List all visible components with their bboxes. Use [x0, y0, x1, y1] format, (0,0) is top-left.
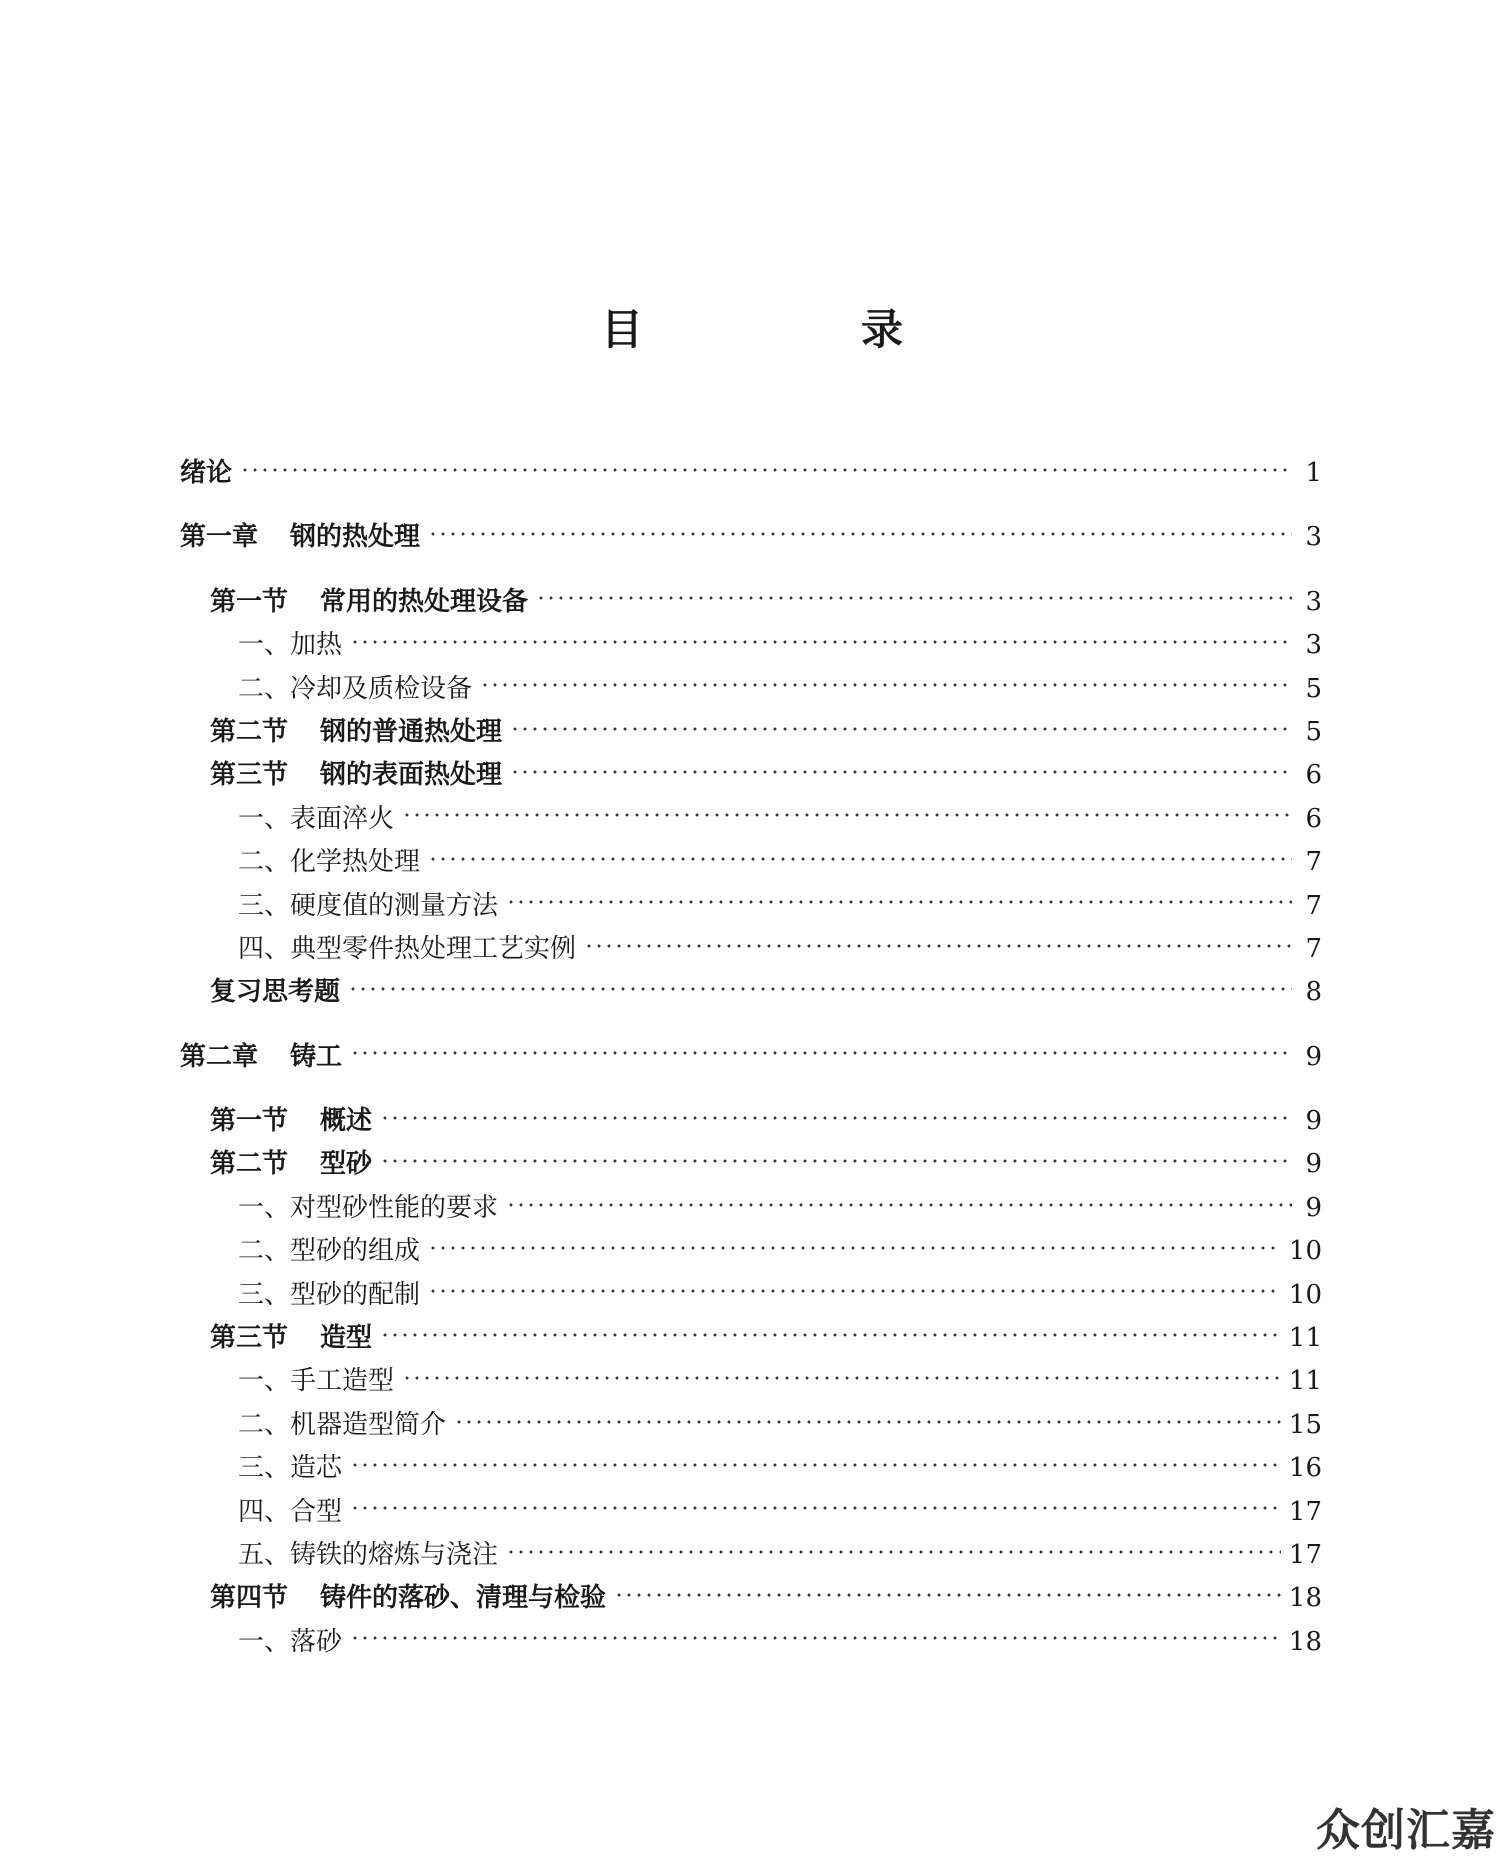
toc-entry-item[interactable] [180, 1447, 1322, 1490]
toc-entry-label [180, 452, 232, 495]
toc-entry-item[interactable] [180, 668, 1322, 711]
toc-entry-number: 一、落砂 [238, 1626, 343, 1657]
dot-leader [350, 1463, 1281, 1467]
toc-entry-number: 三、造芯 [238, 1453, 343, 1484]
toc-entry-title: 造型 [320, 1323, 373, 1354]
page-title: 目 录 [600, 305, 991, 354]
toc-page-number: 1 [1305, 458, 1322, 488]
toc-entry-number: 第一章 [180, 522, 259, 553]
toc-page-number: 6 [1305, 803, 1322, 834]
toc-entry-number: 四、合型 [238, 1496, 343, 1527]
toc-entry-label [238, 624, 342, 667]
toc-entry-item[interactable] [180, 1491, 1322, 1534]
toc-page-number: 15 [1288, 1409, 1322, 1440]
toc-entry-item[interactable] [180, 1187, 1322, 1230]
dot-leader [380, 1116, 1292, 1120]
table-of-contents [180, 452, 1322, 1664]
toc-entry-label [238, 1491, 342, 1534]
dot-leader [506, 1203, 1292, 1207]
toc-entry-section[interactable] [180, 581, 1322, 624]
toc-page-number: 7 [1305, 847, 1322, 878]
toc-entry-item[interactable] [180, 841, 1322, 884]
toc-entry-number: 第三节 [210, 1323, 289, 1354]
toc-entry-item[interactable] [180, 928, 1322, 971]
dot-leader [428, 1289, 1281, 1293]
toc-entry-label [210, 581, 528, 624]
toc-entry-label [238, 1274, 420, 1317]
toc-entry-label [238, 1621, 342, 1664]
toc-entry-item[interactable] [180, 1274, 1322, 1317]
toc-page-number: 5 [1305, 716, 1322, 747]
toc-entry-section[interactable] [180, 1143, 1322, 1186]
toc-entry-number: 第二章 [180, 1041, 259, 1072]
dot-leader [510, 727, 1292, 731]
toc-entry-label [238, 1230, 420, 1273]
dot-leader [350, 640, 1292, 644]
toc-entry-number: 一、手工造型 [238, 1366, 395, 1397]
toc-entry-item[interactable] [180, 1621, 1322, 1664]
toc-entry-section[interactable] [180, 1317, 1322, 1360]
toc-entry-number: 第二节 [210, 1149, 289, 1180]
toc-page-number: 18 [1288, 1583, 1322, 1614]
toc-entry-label [238, 885, 498, 928]
dot-leader [350, 1506, 1281, 1510]
dot-leader [380, 1333, 1281, 1337]
dot-leader [240, 468, 1292, 472]
toc-entry-label [238, 798, 394, 841]
toc-entry-title: 铸工 [290, 1041, 343, 1072]
toc-entry-number: 一、表面淬火 [238, 803, 395, 834]
dot-leader [402, 813, 1292, 817]
toc-entry-label [238, 1447, 342, 1490]
dot-leader [506, 900, 1292, 904]
toc-entry-number: 五、铸铁的熔炼与浇注 [238, 1539, 499, 1570]
dot-leader [428, 1246, 1281, 1250]
toc-entry-number: 三、型砂的配制 [238, 1279, 421, 1310]
toc-entry-number: 第四节 [210, 1583, 289, 1614]
dot-leader [428, 532, 1292, 536]
toc-entry-label [210, 1143, 372, 1186]
toc-page-number: 3 [1305, 586, 1322, 617]
toc-entry-number: 一、加热 [238, 630, 343, 661]
toc-page-number: 9 [1305, 1192, 1322, 1223]
toc-page-number: 5 [1305, 673, 1322, 704]
toc-entry-item[interactable] [180, 798, 1322, 841]
toc-entry-label [238, 928, 576, 971]
toc-page-number: 10 [1288, 1236, 1322, 1267]
toc-entry-number: 二、机器造型简介 [238, 1409, 447, 1440]
toc-entry-item[interactable] [180, 1230, 1322, 1273]
dot-leader [428, 857, 1292, 861]
toc-entry-title: 钢的表面热处理 [320, 760, 503, 791]
toc-entry-label [180, 1036, 342, 1079]
toc-entry-label [210, 754, 502, 797]
dot-leader [584, 944, 1292, 948]
toc-entry-number: 二、化学热处理 [238, 847, 421, 878]
toc-page-number: 3 [1305, 522, 1322, 553]
dot-leader [614, 1593, 1281, 1597]
toc-entry-section[interactable] [180, 711, 1322, 754]
toc-page-number: 9 [1305, 1149, 1322, 1180]
toc-entry-label [210, 711, 502, 754]
toc-entry-chapter[interactable] [180, 452, 1322, 495]
toc-entry-number: 四、典型零件热处理工艺实例 [238, 933, 577, 964]
toc-entry-number: 第二节 [210, 716, 289, 747]
toc-entry-label [180, 516, 420, 559]
toc-page-number: 18 [1288, 1626, 1322, 1657]
watermark-logo: 众创汇嘉 [1316, 1805, 1496, 1856]
dot-leader [480, 683, 1292, 687]
dot-leader [350, 1051, 1292, 1055]
dot-leader [402, 1376, 1281, 1380]
toc-page-number: 7 [1305, 890, 1322, 921]
toc-page-number: 10 [1288, 1279, 1322, 1310]
toc-entry-title: 型砂 [320, 1149, 373, 1180]
dot-leader [536, 596, 1292, 600]
toc-entry-number: 一、对型砂性能的要求 [238, 1192, 499, 1223]
dot-leader [350, 1636, 1281, 1640]
toc-page-number: 3 [1305, 630, 1322, 661]
toc-entry-label [238, 668, 472, 711]
toc-entry-number: 二、型砂的组成 [238, 1236, 421, 1267]
toc-entry-label [238, 1404, 446, 1447]
toc-entry-number: 第一节 [210, 1106, 289, 1137]
toc-entry-title: 钢的普通热处理 [320, 716, 503, 747]
toc-entry-label [210, 1317, 372, 1360]
toc-page-number: 17 [1288, 1496, 1322, 1527]
toc-entry-title: 概述 [320, 1106, 373, 1137]
toc-entry-title: 常用的热处理设备 [320, 586, 529, 617]
toc-entry-label [238, 841, 420, 884]
toc-page-number: 6 [1305, 760, 1322, 791]
dot-leader [454, 1420, 1281, 1424]
toc-entry-title: 铸件的落砂、清理与检验 [320, 1583, 607, 1614]
toc-page-number: 9 [1305, 1106, 1322, 1137]
toc-page-number: 8 [1305, 977, 1322, 1008]
toc-entry-chapter[interactable] [180, 1036, 1322, 1079]
toc-entry-item[interactable] [180, 1534, 1322, 1577]
toc-entry-item[interactable] [180, 885, 1322, 928]
toc-page-number: 7 [1305, 933, 1322, 964]
toc-entry-number: 复习思考题 [210, 977, 341, 1008]
toc-entry-number: 绪论 [180, 458, 233, 488]
toc-entry-number: 二、冷却及质检设备 [238, 673, 473, 704]
toc-entry-title: 钢的热处理 [290, 522, 421, 553]
toc-entry-number: 第一节 [210, 586, 289, 617]
toc-page-number: 9 [1305, 1041, 1322, 1072]
toc-entry-item[interactable] [180, 624, 1322, 667]
dot-leader [380, 1159, 1292, 1163]
dot-leader [510, 770, 1292, 774]
toc-page-number: 11 [1288, 1323, 1322, 1354]
toc-entry-section[interactable] [180, 1577, 1322, 1620]
toc-entry-label [238, 1534, 498, 1577]
toc-page-number: 11 [1288, 1366, 1322, 1397]
toc-entry-label [210, 1577, 606, 1620]
toc-entry-section[interactable] [180, 1100, 1322, 1143]
toc-entry-section[interactable] [180, 971, 1322, 1014]
toc-entry-chapter[interactable] [180, 516, 1322, 559]
toc-page-number: 16 [1288, 1453, 1322, 1484]
toc-entry-label [210, 1100, 372, 1143]
toc-entry-number: 第三节 [210, 760, 289, 791]
toc-entry-number: 三、硬度值的测量方法 [238, 890, 499, 921]
toc-page-number: 17 [1288, 1539, 1322, 1570]
toc-entry-section[interactable] [180, 754, 1322, 797]
toc-entry-item[interactable] [180, 1404, 1322, 1447]
dot-leader [348, 987, 1292, 991]
toc-entry-item[interactable] [180, 1360, 1322, 1403]
dot-leader [506, 1550, 1281, 1554]
toc-entry-label [210, 971, 340, 1014]
toc-entry-label [238, 1187, 498, 1230]
toc-entry-label [238, 1360, 394, 1403]
